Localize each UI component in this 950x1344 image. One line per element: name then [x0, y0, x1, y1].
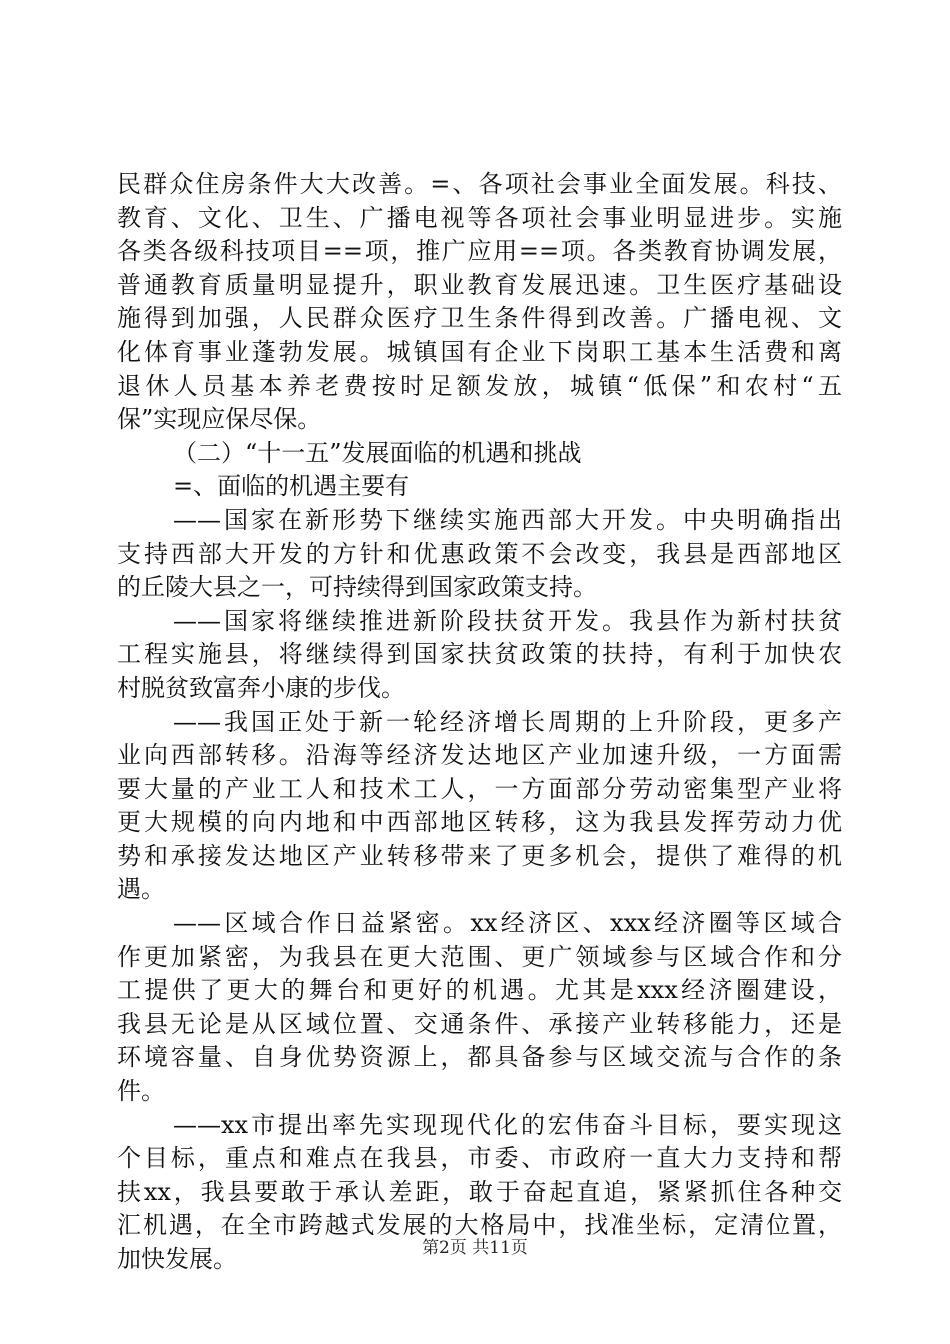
text-line: 的丘陵大县之一，可持续得到国家政策支持。	[117, 573, 597, 602]
text-line: 化体育事业蓬勃发展。城镇国有企业下岗职工基本生活费和离	[117, 337, 842, 366]
text-line: ——xx市提出率先实现现代化的宏伟奋斗目标，要实现这	[173, 1110, 842, 1139]
subsection-heading: =、面临的机遇主要有	[173, 472, 410, 501]
text-line: ——区域合作日益紧密。xx经济区、xxx经济圈等区域合	[173, 909, 842, 938]
text-line: 退休人员基本养老费按时足额发放，城镇“低保”和农村“五	[117, 371, 842, 400]
text-line: 业向西部转移。沿海等经济发达地区产业加速升级，一方面需	[117, 741, 842, 770]
text-line: 汇机遇，在全市跨越式发展的大格局中，找准坐标，定清位置，	[117, 1211, 842, 1240]
text-line: 施得到加强，人民群众医疗卫生条件得到改善。广播电视、文	[117, 304, 842, 333]
text-line: 工提供了更大的舞台和更好的机遇。尤其是xxx经济圈建设，	[117, 976, 842, 1005]
text-line: ——国家将继续推进新阶段扶贫开发。我县作为新村扶贫	[173, 606, 842, 635]
text-line: 要大量的产业工人和技术工人，一方面部分劳动密集型产业将	[117, 774, 842, 803]
text-line: 扶xx，我县要敢于承认差距，敢于奋起直追，紧紧抓住各种交	[117, 1177, 842, 1206]
page-number-footer: 第2页 共11页	[422, 1238, 528, 1258]
text-line: 个目标，重点和难点在我县，市委、市政府一直大力支持和帮	[117, 1144, 842, 1173]
text-line: 我县无论是从区域位置、交通条件、承接产业转移能力，还是	[117, 1009, 842, 1038]
text-line: 工程实施县，将继续得到国家扶贫政策的扶持，有利于加快农	[117, 640, 842, 669]
text-line: 教育、文化、卫生、广播电视等各项社会事业明显进步。实施	[117, 203, 842, 232]
text-line: 件。	[117, 1077, 165, 1106]
text-line: 各类各级科技项目==项，推广应用==项。各类教育协调发展，	[117, 237, 842, 266]
text-line: 普通教育质量明显提升，职业教育发展迅速。卫生医疗基础设	[117, 270, 842, 299]
text-line: ——我国正处于新一轮经济增长周期的上升阶段，更多产	[173, 707, 842, 736]
document-body	[117, 168, 842, 1277]
text-line: 遇。	[117, 875, 165, 904]
text-line: 支持西部大开发的方针和优惠政策不会改变，我县是西部地区	[117, 539, 842, 568]
text-line: 作更加紧密，为我县在更大范围、更广领域参与区域合作和分	[117, 942, 842, 971]
text-line: 环境容量、自身优势资源上，都具备参与区域交流与合作的条	[117, 1043, 842, 1072]
text-line: ——国家在新形势下继续实施西部大开发。中央明确指出	[173, 505, 842, 534]
text-line: 势和承接发达地区产业转移带来了更多机会，提供了难得的机	[117, 841, 842, 870]
text-line: 更大规模的向内地和中西部地区转移，这为我县发挥劳动力优	[117, 808, 842, 837]
text-line: 村脱贫致富奔小康的步伐。	[117, 673, 405, 702]
text-line: 保”实现应保尽保。	[117, 405, 322, 434]
text-line: 民群众住房条件大大改善。=、各项社会事业全面发展。科技、	[117, 170, 842, 198]
section-heading: （二）“十一五”发展面临的机遇和挑战	[173, 438, 582, 467]
text-line: 加快发展。	[117, 1245, 237, 1273]
